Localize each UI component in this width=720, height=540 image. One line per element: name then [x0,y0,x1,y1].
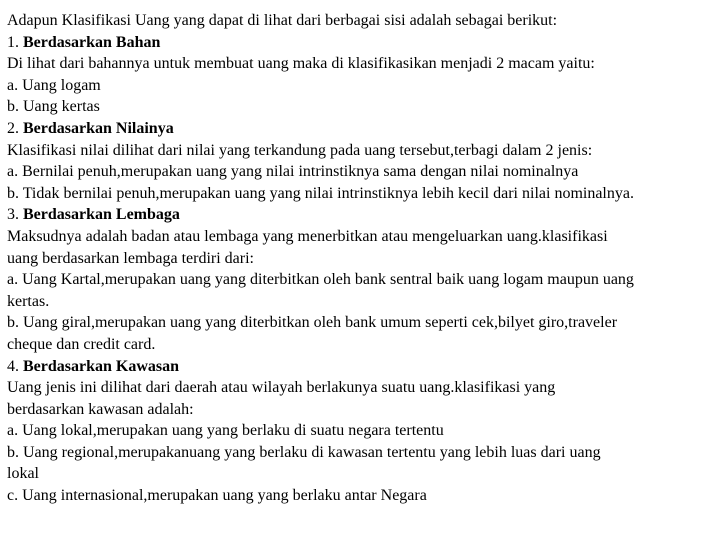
list-item: a. Uang logam [7,76,101,94]
section-heading-kawasan [7,356,715,378]
list-item-line: lokal [7,465,39,483]
section-title: Berdasarkan Kawasan [23,357,180,375]
list-item-line: cheque dan credit card. [7,335,156,353]
section-title: Berdasarkan Bahan [23,33,161,51]
list-item-line: b. Uang giral,merupakan uang yang diterbitkan oleh bank umum seperti cek,bilyet giro,traveler [7,314,618,332]
list-item-line: a. Uang Kartal,merupakan uang yang diterbitkan oleh bank sentral baik uang logam maupun uang [7,271,634,289]
list-item-line: kertas. [7,292,50,310]
list-item: a. Bernilai penuh,merupakan uang yang nilai intrinstiknya sama dengan nilai nominalnya [7,163,579,181]
list-item-line: c. Uang internasional,merupakan uang yang berlaku antar Negara [7,487,427,505]
section-heading-bahan [7,32,715,54]
list-item-line: b. Uang regional,merupakanuang yang berlaku di kawasan tertentu yang lebih luas dari uang [7,443,601,461]
section-title: Berdasarkan Lembaga [23,206,180,224]
section-description-line: Uang jenis ini dilihat dari daerah atau wilayah berlakunya suatu uang.klasifikasi yang [7,379,556,397]
section-number: 4. [7,357,19,375]
section-number: 2. [7,119,19,137]
intro-text: Adapun Klasifikasi Uang yang dapat di lihat dari berbagai sisi adalah sebagai berikut: [7,12,558,29]
section-description-line: uang berdasarkan lembaga terdiri dari: [7,249,254,267]
section-number: 1. [7,33,19,51]
document-body [7,10,715,507]
section-description-line: berdasarkan kawasan adalah: [7,400,194,418]
list-item-line: a. Uang lokal,merupakan uang yang berlaku di suatu negara tertentu [7,422,444,440]
section-description: Di lihat dari bahannya untuk membuat uang maka di klasifikasikan menjadi 2 macam yaitu: [7,55,595,73]
list-item: b. Tidak bernilai penuh,merupakan uang yang nilai intrinstiknya lebih kecil dari nilai nominalnya. [7,184,634,202]
section-description-line: Maksudnya adalah badan atau lembaga yang menerbitkan atau mengeluarkan uang.klasifikasi [7,227,608,245]
section-description: Klasifikasi nilai dilihat dari nilai yang terkandung pada uang tersebut,terbagi dalam 2 jenis: [7,141,593,159]
section-heading-nilai [7,118,715,140]
section-title: Berdasarkan Nilainya [23,119,174,137]
section-heading-lembaga [7,204,715,226]
list-item: b. Uang kertas [7,98,100,116]
section-number: 3. [7,206,19,224]
